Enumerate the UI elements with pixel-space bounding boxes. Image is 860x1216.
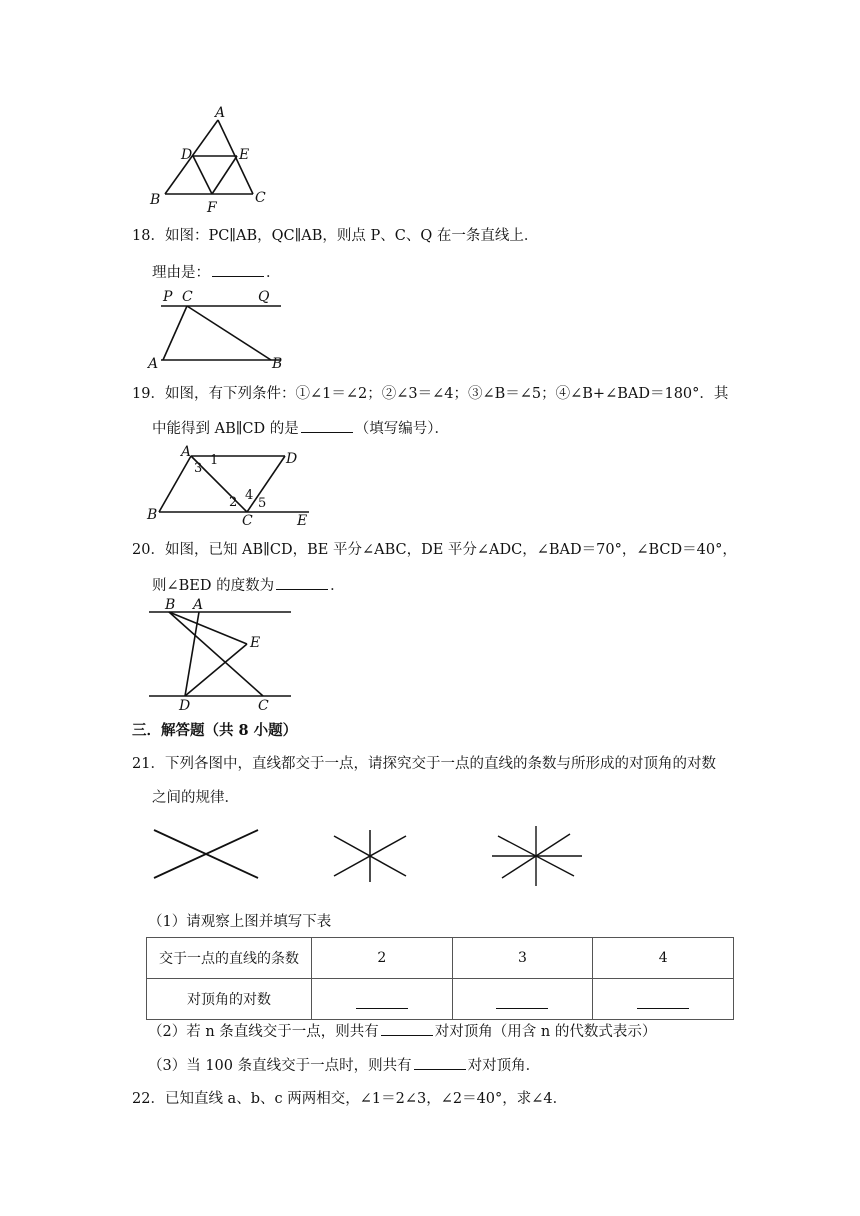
figure-17-triangle xyxy=(145,104,275,216)
fig19-label-d: D xyxy=(286,451,298,467)
fig18-label-b: B xyxy=(272,356,283,372)
table-cell-lines-3: 3 xyxy=(452,938,593,979)
fig19-angle-3: 3 xyxy=(194,461,203,476)
fig19-label-e: E xyxy=(297,513,308,528)
figure-19-parallelogram xyxy=(145,444,315,528)
q21-text-line1: 21．下列各图中，直线都交于一点，请探究交于一点的直线的条数与所形成的对顶角的对数 xyxy=(132,756,716,772)
fig19-angle-1: 1 xyxy=(210,453,219,468)
fig20-label-d: D xyxy=(179,698,191,714)
table-row xyxy=(147,938,734,979)
q22-text-line1: 22．已知直线 a、b、c 两两相交，∠1＝2∠3，∠2＝40°，求∠4． xyxy=(132,1091,568,1107)
fig17-label-a: A xyxy=(215,105,226,121)
table-cell-lines-4: 4 xyxy=(593,938,734,979)
q18-answer-blank[interactable] xyxy=(212,262,264,277)
q21-sub3-blank[interactable] xyxy=(414,1055,466,1070)
answer-blank-4[interactable] xyxy=(637,996,689,1009)
q21-sub3 xyxy=(148,1055,540,1076)
q21-text-line2: 之间的规律． xyxy=(152,790,239,806)
fig20-label-c: C xyxy=(258,698,269,714)
q19-text-line1: 19．如图，有下列条件：①∠1＝∠2；②∠3＝∠4；③∠B＝∠5；④∠B+∠BAD＝180°．其 xyxy=(132,386,729,402)
q21-sub3-end: 对对顶角． xyxy=(467,1058,541,1074)
table-cell-lines-2: 2 xyxy=(312,938,453,979)
fig19-label-c: C xyxy=(242,513,253,528)
q20-answer-blank[interactable] xyxy=(276,575,328,590)
fig17-label-d: D xyxy=(181,147,193,163)
q18-text-line1: 18．如图：PC∥AB，QC∥AB，则点 P、C、Q 在一条直线上． xyxy=(132,228,539,244)
table-row1-head: 交于一点的直线的条数 xyxy=(147,938,312,979)
q20-line2-start: 则∠BED 的度数为 xyxy=(152,578,275,594)
fig18-label-a: A xyxy=(148,356,159,372)
table-cell-answer-4 xyxy=(593,979,734,1020)
section-3-heading: 三．解答题（共 8 小题） xyxy=(132,722,298,739)
q21-sub2-end: 对对顶角（用含 n 的代数式表示） xyxy=(434,1024,657,1040)
fig17-label-f: F xyxy=(207,200,217,216)
figure-21-two-lines xyxy=(148,824,266,884)
table-cell-answer-2 xyxy=(312,979,453,1020)
q20-text-line2 xyxy=(152,575,345,596)
fig18-label-c: C xyxy=(182,289,193,305)
q18-reason-label: 理由是： xyxy=(152,265,210,281)
q21-table xyxy=(146,937,734,1020)
fig19-angle-2: 2 xyxy=(229,495,238,510)
q19-answer-blank[interactable] xyxy=(301,418,353,433)
fig17-label-b: B xyxy=(150,192,161,208)
fig19-label-b: B xyxy=(147,507,158,523)
table-row xyxy=(147,979,734,1020)
q19-line2-start: 中能得到 AB∥CD 的是 xyxy=(152,421,299,437)
fig17-label-c: C xyxy=(255,190,266,206)
q20-line2-end: ． xyxy=(330,578,345,594)
fig18-label-p: P xyxy=(163,289,173,305)
q21-sub1: （1）请观察上图并填写下表 xyxy=(148,914,332,930)
q18-line2-end: ． xyxy=(266,265,281,281)
q18-text-line2 xyxy=(152,262,281,283)
answer-blank-2[interactable] xyxy=(356,996,408,1009)
q21-sub2-blank[interactable] xyxy=(381,1021,433,1036)
q19-line2-end: （填写编号）． xyxy=(354,421,450,437)
fig20-label-a: A xyxy=(193,597,204,613)
fig19-angle-4: 4 xyxy=(245,488,254,503)
q20-text-line1: 20．如图，已知 AB∥CD，BE 平分∠ABC，DE 平分∠ADC，∠BAD＝70°，∠BCD＝40°， xyxy=(132,542,737,558)
fig20-label-e: E xyxy=(250,635,261,651)
figure-18-parallel xyxy=(145,286,285,372)
figure-21-four-lines xyxy=(490,822,586,890)
q21-sub2-start: （2）若 n 条直线交于一点，则共有 xyxy=(148,1024,379,1040)
q19-text-line2 xyxy=(152,418,449,439)
fig19-label-a: A xyxy=(181,444,192,460)
fig19-angle-5: 5 xyxy=(258,496,267,511)
table-cell-answer-3 xyxy=(452,979,593,1020)
fig18-label-q: Q xyxy=(258,289,270,305)
figure-21-three-lines xyxy=(330,826,410,886)
figure-20-parallel-lines xyxy=(145,596,295,714)
answer-blank-3[interactable] xyxy=(496,996,548,1009)
table-row2-head: 对顶角的对数 xyxy=(147,979,312,1020)
q21-sub2 xyxy=(148,1021,656,1042)
fig17-label-e: E xyxy=(239,147,250,163)
fig20-label-b: B xyxy=(165,597,176,613)
q21-sub3-start: （3）当 100 条直线交于一点时，则共有 xyxy=(148,1058,412,1074)
